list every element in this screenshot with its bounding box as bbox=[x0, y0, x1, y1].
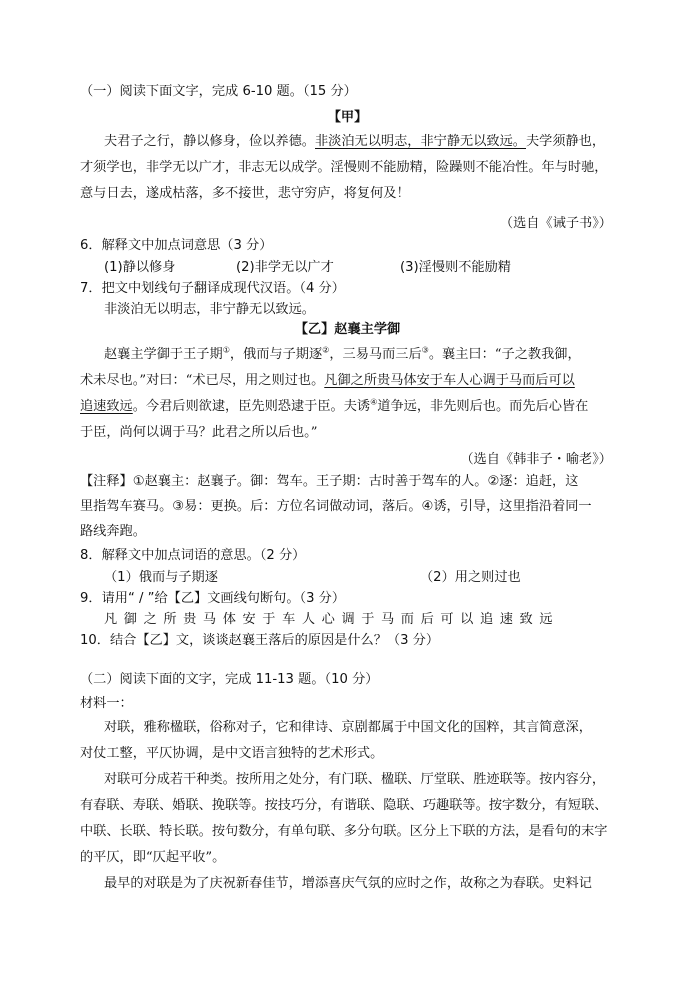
yi-paragraph-line-3 bbox=[80, 399, 588, 415]
yi-paragraph-line-2 bbox=[80, 373, 575, 389]
question-6: 6．解释文中加点词意思（3 分） bbox=[80, 238, 273, 253]
note-marker-1: ① bbox=[222, 345, 230, 355]
jia-source: （选自《诫子书》） bbox=[499, 216, 612, 231]
yi-text: ，俄而与子期逐 bbox=[229, 347, 323, 362]
jia-underlined-sentence: 非淡泊无以明志，非宁静无以致远。 bbox=[315, 134, 526, 149]
jia-title: 【甲】 bbox=[327, 110, 368, 125]
yi-text: ，三易马而三后 bbox=[329, 347, 422, 362]
material-line-4: 有春联、寿联、婚联、挽联等。按技巧分，有谐联、隐联、巧趣联等。按字数分，有短联、 bbox=[80, 798, 608, 813]
q6-item-1: (1)静以修身 bbox=[104, 260, 176, 275]
question-9: 9．请用“ / ”给【乙】文画线句断句。（3 分） bbox=[80, 591, 346, 606]
jia-text: 夫学须静也， bbox=[526, 134, 606, 149]
yi-source: （选自《韩非子・喻老》） bbox=[460, 452, 612, 467]
note-marker-4: ④ bbox=[370, 397, 378, 407]
q6-item-3: (3)淫慢则不能励精 bbox=[400, 260, 511, 275]
yi-text: 术未尽也。”对曰：“术已尽，用之则过也。 bbox=[80, 373, 325, 388]
yi-paragraph-line-4: 于臣，尚何以调于马？此君之所以后也。” bbox=[80, 425, 318, 440]
yi-underlined-sentence: 凡御之所贵马体安于车人心调于马而后可以 bbox=[324, 373, 575, 388]
section2-header: （二）阅读下面的文字，完成 11-13 题。（10 分） bbox=[80, 672, 379, 687]
material-line-5: 中联、长联、特长联。按句数分，有单句联、多分句联。区分上下联的方法，是看句的末字 bbox=[80, 824, 608, 839]
material-line-1: 对联，雅称楹联，俗称对子，它和律诗、京剧都属于中国文化的国粹，其言简意深， bbox=[104, 720, 592, 735]
material-label: 材料一： bbox=[80, 696, 133, 711]
question-7: 7．把文中划线句子翻译成现代汉语。（4 分） bbox=[80, 281, 345, 296]
yi-text: 赵襄主学御于王子期 bbox=[104, 347, 223, 362]
material-line-6: 的平仄，即“仄起平收”。 bbox=[80, 850, 226, 865]
material-line-2: 对仗工整，平仄协调，是中文语言独特的艺术形式。 bbox=[80, 746, 384, 761]
section1-header: （一）阅读下面文字，完成 6-10 题。（15 分） bbox=[80, 84, 357, 99]
jia-paragraph-line-1 bbox=[104, 134, 605, 150]
yi-text: 。襄主曰：“子之教我御， bbox=[428, 347, 581, 362]
question-10: 10．结合【乙】文，谈谈赵襄王落后的原因是什么？（3 分） bbox=[80, 633, 440, 648]
material-line-3: 对联可分成若干种类。按所用之处分，有门联、楹联、厅堂联、胜迹联等。按内容分， bbox=[104, 772, 606, 787]
yi-paragraph-line-1 bbox=[104, 347, 581, 363]
q8-item-2: （2）用之则过也 bbox=[420, 570, 521, 585]
note-marker-3: ③ bbox=[421, 345, 429, 355]
jia-text: 夫君子之行，静以修身，俭以养德。 bbox=[104, 134, 315, 149]
annotation-line-3: 路线奔跑。 bbox=[80, 524, 146, 539]
annotation-line-2: 里指驾车赛马。③易：更换。后：方位名词做动词，落后。④诱，引导，这里指沿着同一 bbox=[80, 499, 592, 514]
yi-underlined-sentence-end: 追速致远 bbox=[80, 399, 133, 414]
q8-item-1: （1）俄而与子期逐 bbox=[104, 570, 218, 585]
question-8: 8．解释文中加点词语的意思。（2 分） bbox=[80, 548, 306, 563]
note-marker-2: ② bbox=[322, 345, 330, 355]
yi-title: 【乙】赵襄主学御 bbox=[294, 322, 401, 337]
q7-sentence: 非淡泊无以明志，非宁静无以致远。 bbox=[104, 302, 315, 317]
yi-text: 道争远，非先则后也。而先后心皆在 bbox=[377, 399, 589, 414]
yi-text: 。今君后则欲逮，臣先则恐逮于臣。夫诱 bbox=[132, 399, 371, 414]
jia-paragraph-line-3: 意与日去，遂成枯落，多不接世，悲守穷庐，将复何及！ bbox=[80, 186, 410, 201]
q6-item-2: (2)非学无以广才 bbox=[236, 260, 334, 275]
jia-paragraph-line-2: 才须学也，非学无以广才，非志无以成学。淫慢则不能励精，险躁则不能冶性。年与时驰， bbox=[80, 160, 608, 175]
annotation-line-1: 【注释】①赵襄主：赵襄子。御：驾车。王子期：古时善于驾车的人。②逐：追赶，这 bbox=[80, 474, 579, 489]
material-line-7: 最早的对联是为了庆祝新春佳节，增添喜庆气氛的应时之作，故称之为春联。史料记 bbox=[104, 876, 592, 891]
q9-sentence: 凡御之所贵马体安于车人心调于马而后可以追速致远 bbox=[104, 612, 560, 627]
